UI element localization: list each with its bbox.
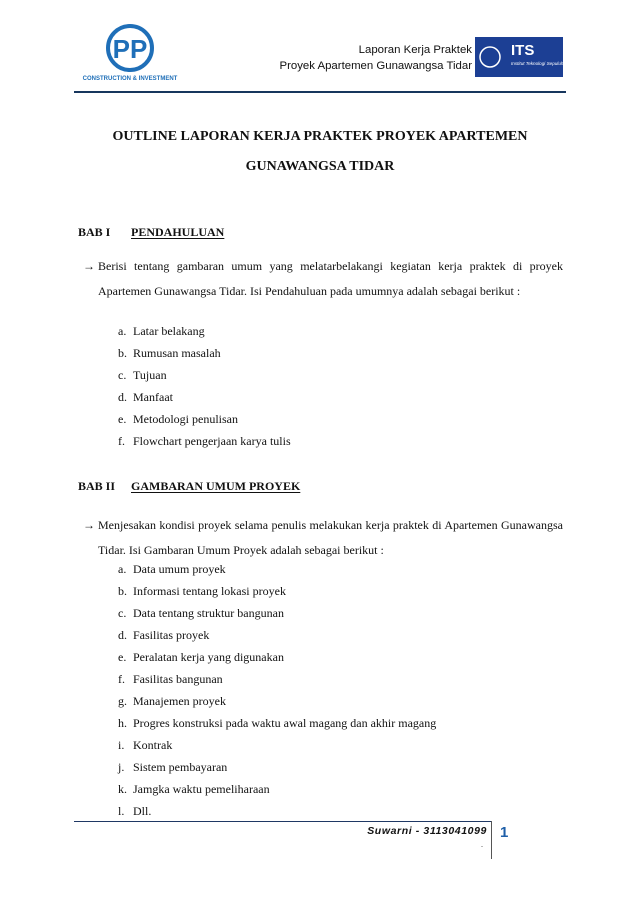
svg-text:PP: PP	[112, 34, 148, 64]
bab1-number: BAB I	[78, 225, 111, 239]
list-item: f. Flowchart pengerjaan karya tulis	[118, 434, 291, 448]
list-item: c. Tujuan	[118, 368, 167, 382]
list-item: a. Latar belakang	[118, 324, 205, 338]
list-item: d. Manfaat	[118, 390, 173, 404]
list-item: e. Metodologi penulisan	[118, 412, 238, 426]
footer-dot: .	[481, 840, 483, 849]
footer-rule	[74, 821, 492, 822]
title-line2: GUNAWANGSA TIDAR	[245, 159, 395, 174]
header-rule	[74, 91, 566, 93]
bab1-intro	[83, 254, 563, 304]
bab2-intro-text: Menjesakan kondisi proyek selama penulis melakukan kerja praktek di Apartemen Gunawangsa Tidar. Isi Gambaran Umum Proyek adalah sebagai berikut :	[98, 518, 563, 557]
bab2-number: BAB II	[78, 479, 116, 493]
bab1-title: PENDAHULUAN	[131, 225, 225, 239]
list-item: c. Data tentang struktur bangunan	[118, 606, 284, 620]
svg-text:Institut Teknologi Sepuluh Nop: Institut Teknologi Sepuluh Nopember	[511, 61, 587, 66]
bab1-intro-text: Berisi tentang gambaran umum yang melatarbelakangi kegiatan kerja praktek di proyek Apartemen Gunawangsa Tidar. Isi Pendahuluan pada umumnya adalah sebagai berikut :	[98, 259, 563, 298]
header-line1: Laporan Kerja Praktek	[358, 44, 472, 56]
list-item: i. Kontrak	[118, 738, 173, 752]
bab1-heading	[78, 225, 224, 240]
list-item: b. Rumusan masalah	[118, 346, 221, 360]
title-line1: OUTLINE LAPORAN KERJA PRAKTEK PROYEK APARTEMEN	[112, 129, 528, 144]
list-item: a. Data umum proyek	[118, 562, 226, 576]
list-item: e. Peralatan kerja yang digunakan	[118, 650, 284, 664]
its-logo-icon	[475, 35, 587, 81]
header-text	[200, 43, 472, 74]
bab2-heading	[78, 479, 300, 494]
svg-text:CONSTRUCTION & INVESTMENT: CONSTRUCTION & INVESTMENT	[82, 76, 178, 82]
list-item: j. Sistem pembayaran	[118, 760, 228, 774]
pp-logo-icon	[74, 22, 186, 86]
list-item: l. Dll.	[118, 804, 152, 818]
list-item: k. Jamgka waktu pemeliharaan	[118, 782, 270, 796]
bab2-title: GAMBARAN UMUM PROYEK	[131, 479, 301, 493]
bab2-intro	[83, 513, 563, 563]
footer-divider	[491, 821, 492, 859]
arrow-icon: →	[83, 259, 95, 273]
arrow-icon: →	[83, 518, 95, 532]
footer-author: Suwarni - 3113041099	[367, 825, 487, 837]
page-header	[0, 0, 638, 110]
header-line2: Proyek Apartemen Gunawangsa Tidar	[279, 59, 472, 72]
list-item: f. Fasilitas bangunan	[118, 672, 223, 686]
list-item: d. Fasilitas proyek	[118, 628, 210, 642]
document-title	[74, 122, 566, 182]
page-number: 1	[500, 824, 509, 841]
list-item: g. Manajemen proyek	[118, 694, 226, 708]
svg-text:ITS: ITS	[511, 42, 535, 59]
list-item: b. Informasi tentang lokasi proyek	[118, 584, 286, 598]
list-item: h. Progres konstruksi pada waktu awal magang dan akhir magang	[118, 716, 437, 730]
